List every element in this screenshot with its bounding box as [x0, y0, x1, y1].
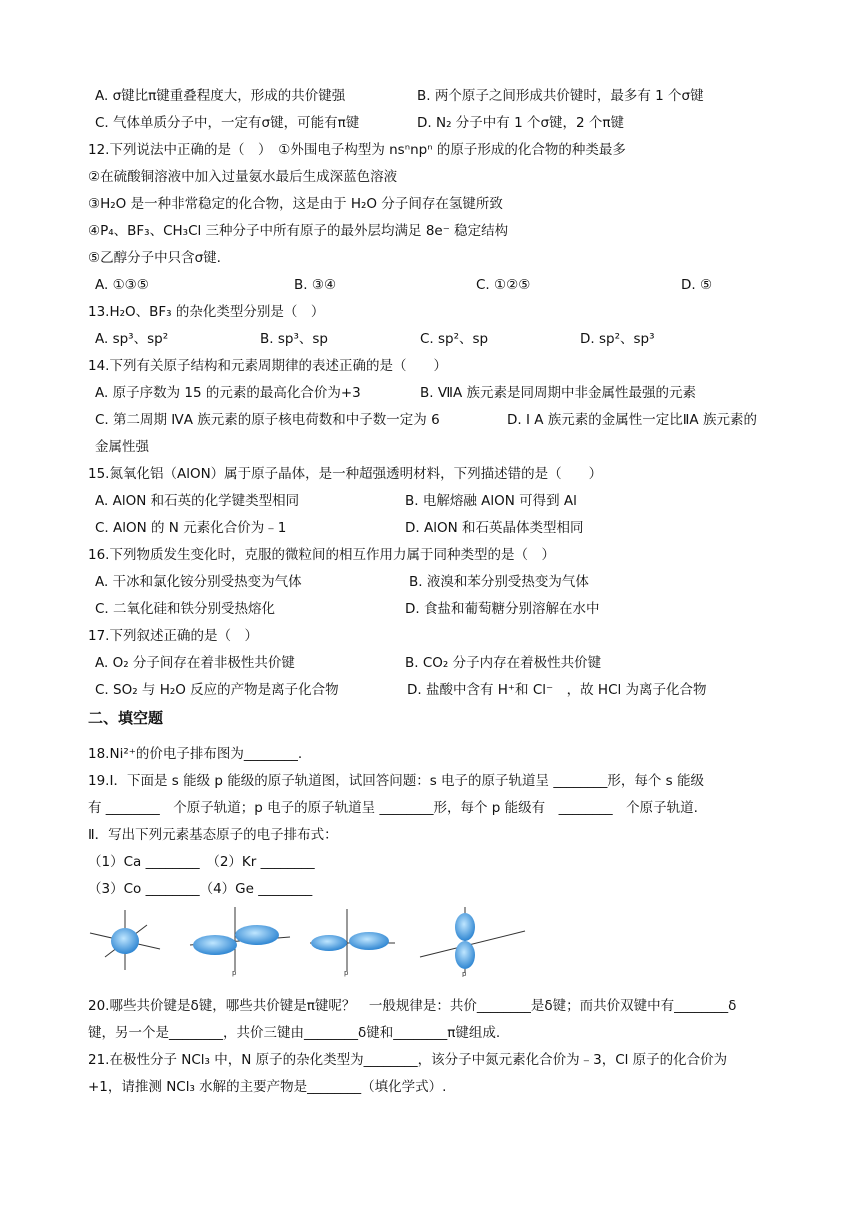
- q15-option-d[interactable]: D. AlON 和石英晶体类型相同: [405, 520, 584, 536]
- q19-stem-1: 19.Ⅰ．下面是 s 能级 p 能级的原子轨道图，试回答问题：s 电子的原子轨道呈 ________形，每个 s 能级: [88, 773, 704, 789]
- q19-config-ca-kr: （1）Ca ________ （2）Kr ________: [88, 854, 315, 870]
- q15-row-ab: [95, 491, 577, 511]
- q12-statement-4: ④P₄、BF₃、CH₃Cl 三种分子中所有原子的最外层均满足 8e⁻ 稳定结构: [88, 223, 509, 239]
- q21-stem-2: +1，请推测 NCl₃ 水解的主要产物是________（填化学式）.: [88, 1079, 447, 1095]
- q12-statement-3: ③H₂O 是一种非常稳定的化合物，这是由于 H₂O 分子间存在氢键所致: [88, 196, 503, 212]
- q16-row-ab: [95, 572, 589, 592]
- q13-option-b[interactable]: B. sp³、sp: [260, 331, 328, 347]
- q12-statement-2: ②在硫酸铜溶液中加入过量氨水最后生成深蓝色溶液: [88, 169, 398, 185]
- q14-option-d-continued: 金属性强: [95, 439, 149, 455]
- s-orbital: [90, 910, 160, 970]
- q12-option-d[interactable]: D. ⑤: [681, 277, 713, 293]
- q18-stem: 18.Ni²⁺的价电子排布图为________.: [88, 746, 303, 762]
- pz-orbital: [420, 907, 525, 977]
- px-orbital: [190, 907, 290, 977]
- q20-stem-1: 20.哪些共价键是δ键，哪些共价键是π键呢？ 一般规律是：共价________是δ键；而共价双键中有________δ: [88, 998, 737, 1014]
- q15-option-c[interactable]: C. AlON 的 N 元素化合价为﹣1: [95, 520, 287, 536]
- q12-option-b[interactable]: B. ③④: [294, 277, 337, 293]
- q14-option-b[interactable]: B. ⅦA 族元素是同周期中非金属性最强的元素: [420, 385, 696, 401]
- orbital-diagram: [85, 905, 535, 977]
- q14-row-ab: [95, 383, 696, 403]
- q16-option-c[interactable]: C. 二氧化硅和铁分别受热熔化: [95, 601, 276, 617]
- q11-row-cd: [95, 113, 624, 133]
- q15-option-b[interactable]: B. 电解熔融 AlON 可得到 Al: [405, 493, 577, 509]
- q19-part-2: Ⅱ．写出下列元素基态原子的电子排布式：: [88, 827, 338, 843]
- q13-option-d[interactable]: D. sp²、sp³: [580, 331, 655, 347]
- q17-option-d[interactable]: D. 盐酸中含有 H⁺和 Cl⁻ ，故 HCl 为离子化合物: [407, 682, 707, 698]
- q17-row-cd: [95, 680, 707, 700]
- q16-option-b[interactable]: B. 液溴和苯分别受热变为气体: [409, 574, 589, 590]
- q19-config-co-ge: （3）Co ________（4）Ge ________: [88, 881, 313, 897]
- q17-option-c[interactable]: C. SO₂ 与 H₂O 反应的产物是离子化合物: [95, 682, 339, 698]
- q17-option-a[interactable]: A. O₂ 分子间存在着非极性共价键: [95, 655, 295, 671]
- q11-option-d[interactable]: D. N₂ 分子中有 1 个σ键，2 个π键: [417, 115, 625, 131]
- q15-stem: 15.氮氧化铝（AlON）属于原子晶体，是一种超强透明材料，下列描述错的是（ ）: [88, 466, 603, 482]
- q16-option-d[interactable]: D. 食盐和葡萄糖分别溶解在水中: [405, 601, 600, 617]
- q19-stem-2: 有 ________ 个原子轨道；p 电子的原子轨道呈 ________形，每个 p 能级有 ________ 个原子轨道.: [88, 800, 698, 816]
- q17-option-b[interactable]: B. CO₂ 分子内存在着极性共价键: [405, 655, 602, 671]
- q17-stem: 17.下列叙述正确的是（ ）: [88, 628, 258, 644]
- q15-option-a[interactable]: A. AlON 和石英的化学键类型相同: [95, 493, 300, 509]
- q17-row-ab: [95, 653, 601, 673]
- pz-label: p: [462, 970, 467, 977]
- q13-options: [95, 329, 655, 349]
- py-orbital: [310, 909, 395, 977]
- q13-stem: 13.H₂O、BF₃ 的杂化类型分别是（ ）: [88, 304, 325, 320]
- q12-statement-5: ⑤乙醇分子中只含σ键.: [88, 250, 221, 266]
- q12-options: [95, 275, 712, 295]
- q13-option-a[interactable]: A. sp³、sp²: [95, 331, 169, 347]
- q14-option-a[interactable]: A. 原子序数为 15 的元素的最高化合价为+3: [95, 385, 361, 401]
- py-label: p: [344, 969, 349, 977]
- q14-stem: 14.下列有关原子结构和元素周期律的表述正确的是（ ）: [88, 358, 447, 374]
- q14-option-d[interactable]: D. I A 族元素的金属性一定比ⅡA 族元素的: [507, 412, 757, 428]
- q12-option-a[interactable]: A. ①③⑤: [95, 277, 149, 293]
- section-heading-fill-in: 二、填空题: [88, 709, 164, 727]
- q14-option-c[interactable]: C. 第二周期 ⅣA 族元素的原子核电荷数和中子数一定为 6: [95, 412, 440, 428]
- q13-option-c[interactable]: C. sp²、sp: [420, 331, 489, 347]
- q11-row-ab: [95, 86, 704, 106]
- q11-option-c[interactable]: C. 气体单质分子中，一定有σ键，可能有π键: [95, 115, 360, 131]
- q14-row-cd: [95, 410, 757, 430]
- q11-option-a[interactable]: A. σ键比π键重叠程度大，形成的共价键强: [95, 88, 346, 104]
- q16-row-cd: [95, 599, 599, 619]
- q15-row-cd: [95, 518, 583, 538]
- q12-option-c[interactable]: C. ①②⑤: [476, 277, 531, 293]
- px-label: p: [232, 969, 237, 977]
- q11-option-b[interactable]: B. 两个原子之间形成共价键时，最多有 1 个σ键: [417, 88, 704, 104]
- q12-stem: 12.下列说法中正确的是（ ） ①外围电子构型为 nsⁿnpⁿ 的原子形成的化合物的种类最多: [88, 142, 626, 158]
- q21-stem-1: 21.在极性分子 NCl₃ 中，N 原子的杂化类型为________，该分子中氮元素化合价为﹣3，Cl 原子的化合价为: [88, 1052, 728, 1068]
- q20-stem-2: 键，另一个是________，共价三键由________δ键和________π键组成.: [88, 1025, 501, 1041]
- q16-option-a[interactable]: A. 干冰和氯化铵分别受热变为气体: [95, 574, 302, 590]
- q16-stem: 16.下列物质发生变化时，克服的微粒间的相互作用力属于同种类型的是（ ）: [88, 547, 555, 563]
